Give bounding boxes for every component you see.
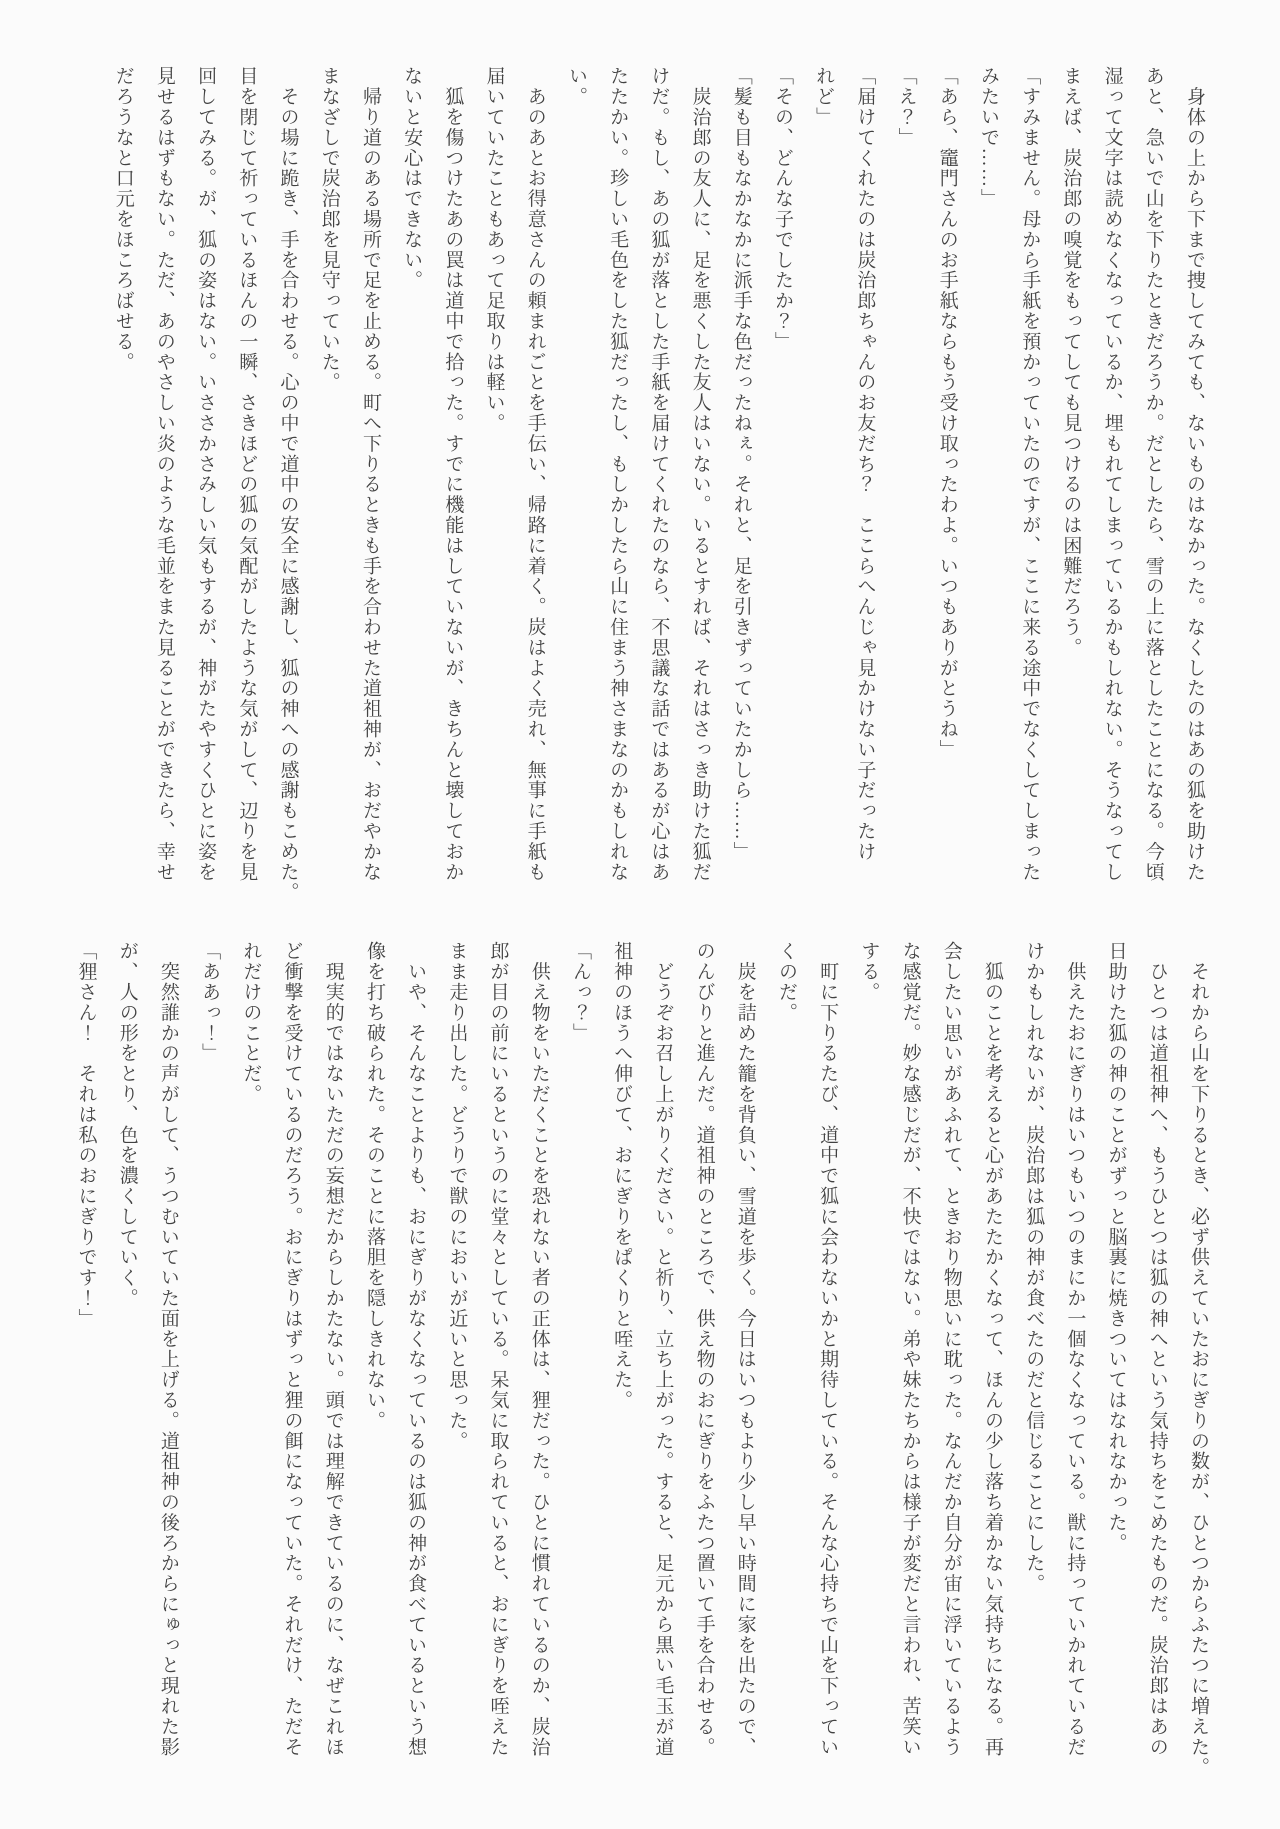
- text-line: れだけのことだ。: [240, 941, 262, 1105]
- text-line: い。: [565, 66, 587, 107]
- text-line: 日助けた狐の神のことがずっと脳裏に焼きついてはなれなかった。: [1105, 941, 1127, 1553]
- text-line: 「髪も目もなかなかに派手な色だったねぇ。それと、足を引きずっていたかしら……」: [730, 66, 752, 862]
- text-line: 届いていたこともあって足取りは軽い。: [483, 66, 505, 434]
- text-line: 「届けてくれたのは炭治郎ちゃんのお友だち？ ここらへんじゃ見かけない子だったけ: [854, 66, 876, 862]
- text-line: 会したい思いがあふれて、ときおり物思いに耽った。なんだか自分が宙に浮いているよう: [940, 941, 962, 1757]
- text-line: 狐のことを考えると心があたたかくなって、ほんの少し落ち着かない気持ちになる。再: [981, 941, 1003, 1757]
- text-line: いや、そんなことよりも、おにぎりがなくなっているのは狐の神が食べているという想: [405, 941, 427, 1757]
- text-line: それから山を下りるとき、必ず供えていたおにぎりの数が、ひとつからふたつに増えた。: [1188, 941, 1209, 1778]
- text-line: 回してみる。が、狐の姿はない。いささかさみしい気もするが、神がたやすくひとに姿を: [195, 66, 217, 882]
- text-line: が、人の形をとり、色を濃くしていく。: [116, 941, 138, 1309]
- text-line: 供え物をいただくことを恐れない者の正体は、狸だった。ひとに慣れているのか、炭治: [528, 941, 550, 1757]
- text-line: その場に跪き、手を合わせる。心の中で道中の安全に感謝し、狐の神への感謝もこめた。: [277, 66, 299, 903]
- text-line: 像を打ち破られた。そのことに落胆を隠しきれない。: [363, 941, 385, 1431]
- text-line: する。: [858, 941, 880, 1003]
- text-line: 帰り道のある場所で足を止める。町へ下りるときも手を合わせた道祖神が、おだやかな: [359, 66, 381, 882]
- text-line: な感覚だ。妙な感じだが、不快ではない。弟や妹たちからは様子が変だと言われ、苦笑い: [899, 941, 921, 1757]
- text-line: あのあとお得意さんの頼まれごとを手伝い、帰路に着く。炭はよく売れ、無事に手紙も: [524, 66, 546, 882]
- text-line: ないと安心はできない。: [401, 66, 423, 291]
- text-line: 供えたおにぎりはいつもいつのまにか一個なくなっている。獣に持っていかれているだ: [1064, 941, 1086, 1757]
- text-line: 見せるはずもない。ただ、あのやさしい炎のような毛並をまた見ることができたら、幸せ: [153, 66, 175, 882]
- top-text-block: [103, 66, 1215, 914]
- text-line: けだ。もし、あの狐が落とした手紙を届けてくれたのなら、不思議な話ではあるが心はあ: [648, 66, 670, 882]
- text-line: まま走り出した。どうりで獣のにおいが近いと思った。: [446, 941, 468, 1451]
- text-line: 湿って文字は読めなくなっているか、埋もれてしまっているかもしれない。そうなってし: [1101, 66, 1123, 882]
- text-line: 「え？」: [895, 66, 917, 148]
- text-line: 目を閉じて祈っているほんの一瞬、さきほどの狐の気配がしたような気がして、辺りを見: [236, 66, 258, 882]
- text-line: ど衝撃を受けているのだろう。おにぎりはずっと狸の餌になっていた。それだけ、ただそ: [281, 941, 303, 1757]
- text-line: まなざしで炭治郎を見守っていた。: [318, 66, 340, 393]
- text-line: れど」: [813, 66, 835, 128]
- text-line: 炭を詰めた籠を背負い、雪道を歩く。今日はいつもより少し早い時間に家を出たので、: [734, 941, 756, 1757]
- text-line: だろうなと口元をほころばせる。: [112, 66, 134, 372]
- text-line: くのだ。: [775, 941, 797, 1023]
- text-line: 現実的ではないただの妄想だからしかたない。頭では理解できているのに、なぜこれほ: [322, 941, 344, 1757]
- text-line: 「ああっ！」: [199, 941, 221, 1064]
- text-line: 町に下りるたび、道中で狐に会わないかと期待している。そんな心持ちで山を下ってい: [817, 941, 839, 1757]
- bottom-text-block: [65, 941, 1219, 1789]
- text-line: たたかい。珍しい毛色をした狐だったし、もしかしたら山に住まう神さまなのかもしれな: [607, 66, 629, 882]
- text-line: 「んっ？」: [569, 941, 591, 1043]
- text-line: あと、急いで山を下りたときだろうか。だとしたら、雪の上に落としたことになる。今頃: [1142, 66, 1164, 882]
- text-line: のんびりと進んだ。道祖神のところで、供え物のおにぎりをふたつ置いて手を合わせる。: [693, 941, 715, 1757]
- text-line: 「すみません。母から手紙を預かっていたのですが、ここに来る途中でなくしてしまった: [1019, 66, 1041, 882]
- text-line: けかもしれないが、炭治郎は狐の神が食べたのだと信じることにした。: [1023, 941, 1045, 1594]
- text-line: 「狸さん！ それは私のおにぎりです！」: [75, 941, 97, 1329]
- text-line: 狐を傷つけたあの罠は道中で拾った。すでに機能はしていないが、きちんと壊しておか: [442, 66, 464, 882]
- text-line: 炭治郎の友人に、足を悪くした友人はいない。いるとすれば、それはさっき助けた狐だ: [689, 66, 711, 882]
- text-line: みたいで……」: [977, 66, 999, 209]
- text-line: 郎が目の前にいるというのに堂々としている。呆気に取られていると、おにぎりを咥えた: [487, 941, 509, 1757]
- text-line: 祖神のほうへ伸びて、おにぎりをぱくりと咥えた。: [611, 941, 633, 1411]
- text-line: まえば、炭治郎の嗅覚をもってしても見つけるのは困難だろう。: [1060, 66, 1082, 658]
- text-line: 「その、どんな子でしたか？」: [771, 66, 793, 352]
- text-line: 身体の上から下まで捜してみても、ないものはなかった。なくしたのはあの狐を助けた: [1184, 66, 1205, 882]
- text-line: ひとつは道祖神へ、もうひとつは狐の神へという気持ちをこめたものだ。炭治郎はあの: [1146, 941, 1168, 1757]
- text-line: どうぞお召し上がりください。と祈り、立ち上がった。すると、足元から黒い毛玉が道: [652, 941, 674, 1757]
- text-line: 「あら、竈門さんのお手紙ならもう受け取ったわよ。いつもありがとうね」: [936, 66, 958, 760]
- text-line: 突然誰かの声がして、うつむいていた面を上げる。道祖神の後ろからにゅっと現れた影: [157, 941, 179, 1757]
